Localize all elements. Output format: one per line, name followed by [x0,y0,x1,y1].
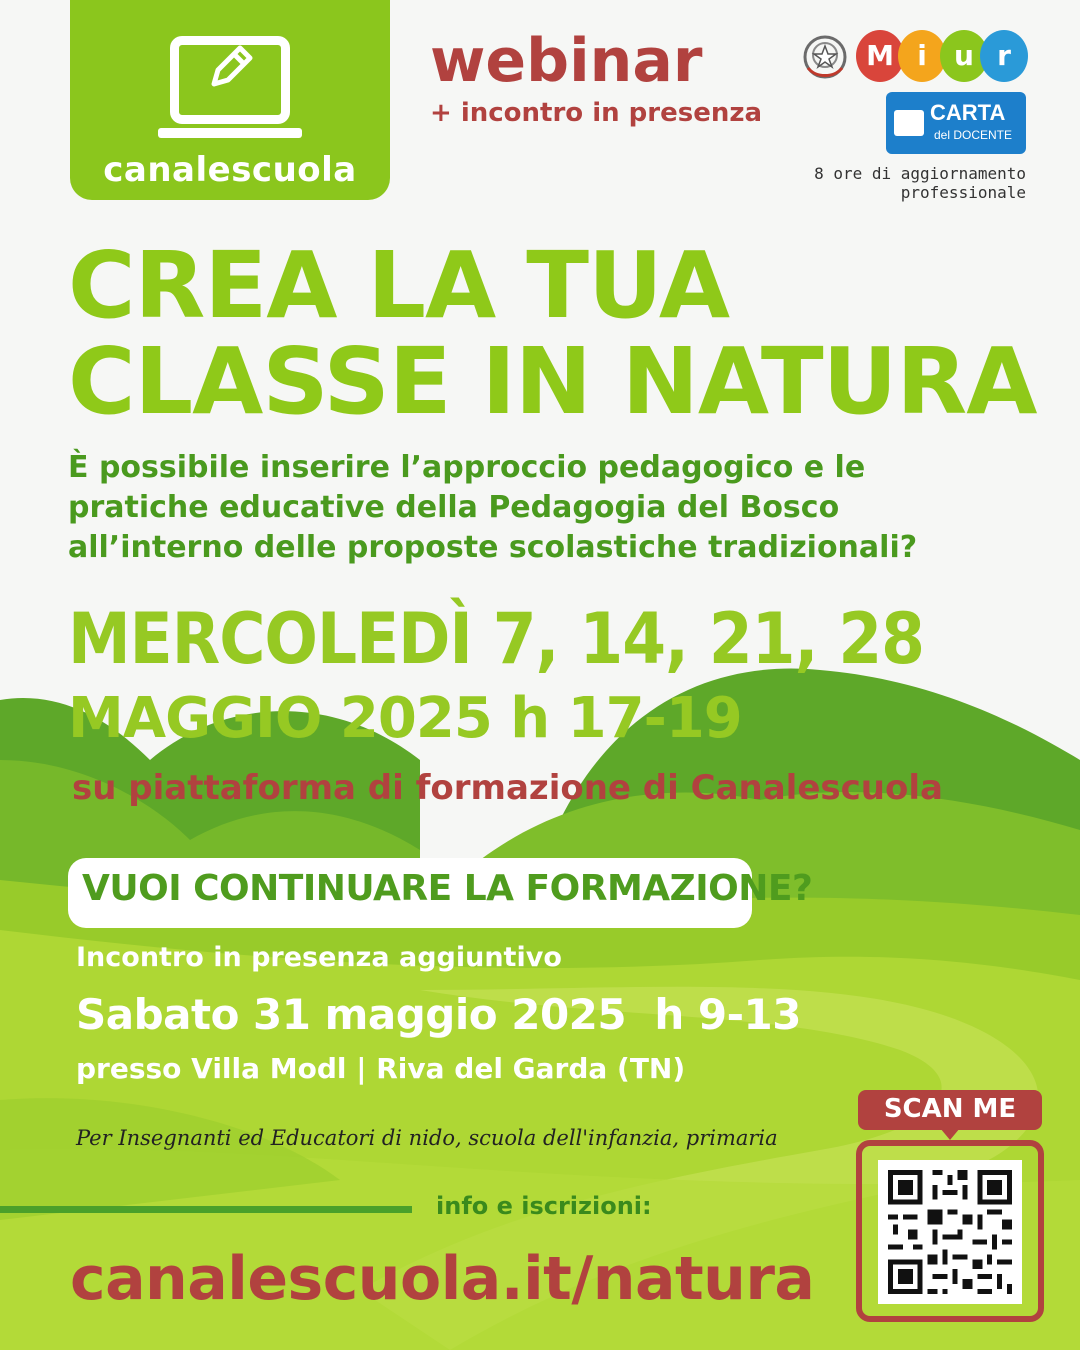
training-hours-note [760,164,1026,202]
continue-question: VUOI CONTINUARE LA FORMAZIONE? [82,868,813,909]
hours-line-1: 8 ore di aggiornamento [814,164,1026,183]
question-line-1: È possibile inserire l’approccio pedagogico e le [68,450,866,485]
carta-title: CARTA [930,100,1006,125]
miur-letter-m: M [856,30,904,82]
webinar-dates: MERCOLEDÌ 7, 14, 21, 28 [68,598,924,680]
italian-republic-emblem-icon [802,34,848,80]
carta-del-docente-badge [886,92,1026,154]
miur-letter-u: u [940,30,988,82]
scan-me-label: SCAN ME [883,1094,1017,1124]
pencil-icon [200,40,260,100]
logo-wordmark: canalescuola [103,150,357,190]
info-divider [0,1206,412,1213]
info-label: info e iscrizioni: [436,1192,652,1220]
extra-meeting-label: Incontro in presenza aggiuntivo [76,942,562,973]
registration-link[interactable]: canalescuola.it/natura [70,1244,815,1314]
extra-meeting-venue: presso Villa Modl | Riva del Garda (TN) [76,1052,686,1085]
hours-line-2: professionale [900,183,1026,202]
qr-mini-icon [894,110,924,136]
qr-code[interactable] [878,1160,1022,1304]
extra-meeting-date: Sabato 31 maggio 2025 h 9-13 [76,990,801,1039]
platform-note: su piattaforma di formazione di Canalescuola [72,768,943,808]
course-title [68,232,1037,435]
miur-letter-i: i [898,30,946,82]
course-title-line-1: CREA LA TUA [68,232,730,339]
laptop-base [158,128,302,138]
canalescuola-logo[interactable] [70,0,390,200]
webinar-month-time: MAGGIO 2025 h 17-19 [68,686,742,751]
course-question [68,448,988,568]
webinar-subtitle: + incontro in presenza [430,98,763,128]
target-audience: Per Insegnanti ed Educatori di nido, scuola dell'infanzia, primaria [76,1126,778,1150]
miur-letter-r: r [980,30,1028,82]
carta-subtitle: del DOCENTE [934,128,1013,142]
question-line-2: pratiche educative della Pedagogia del Bosco [68,490,840,525]
webinar-title: webinar [430,26,703,96]
question-line-3: all’interno delle proposte scolastiche tradizionali? [68,530,918,565]
scan-tag-pointer [940,1128,960,1140]
miur-logo [856,30,1028,82]
course-title-line-2: CLASSE IN NATURA [68,328,1037,435]
